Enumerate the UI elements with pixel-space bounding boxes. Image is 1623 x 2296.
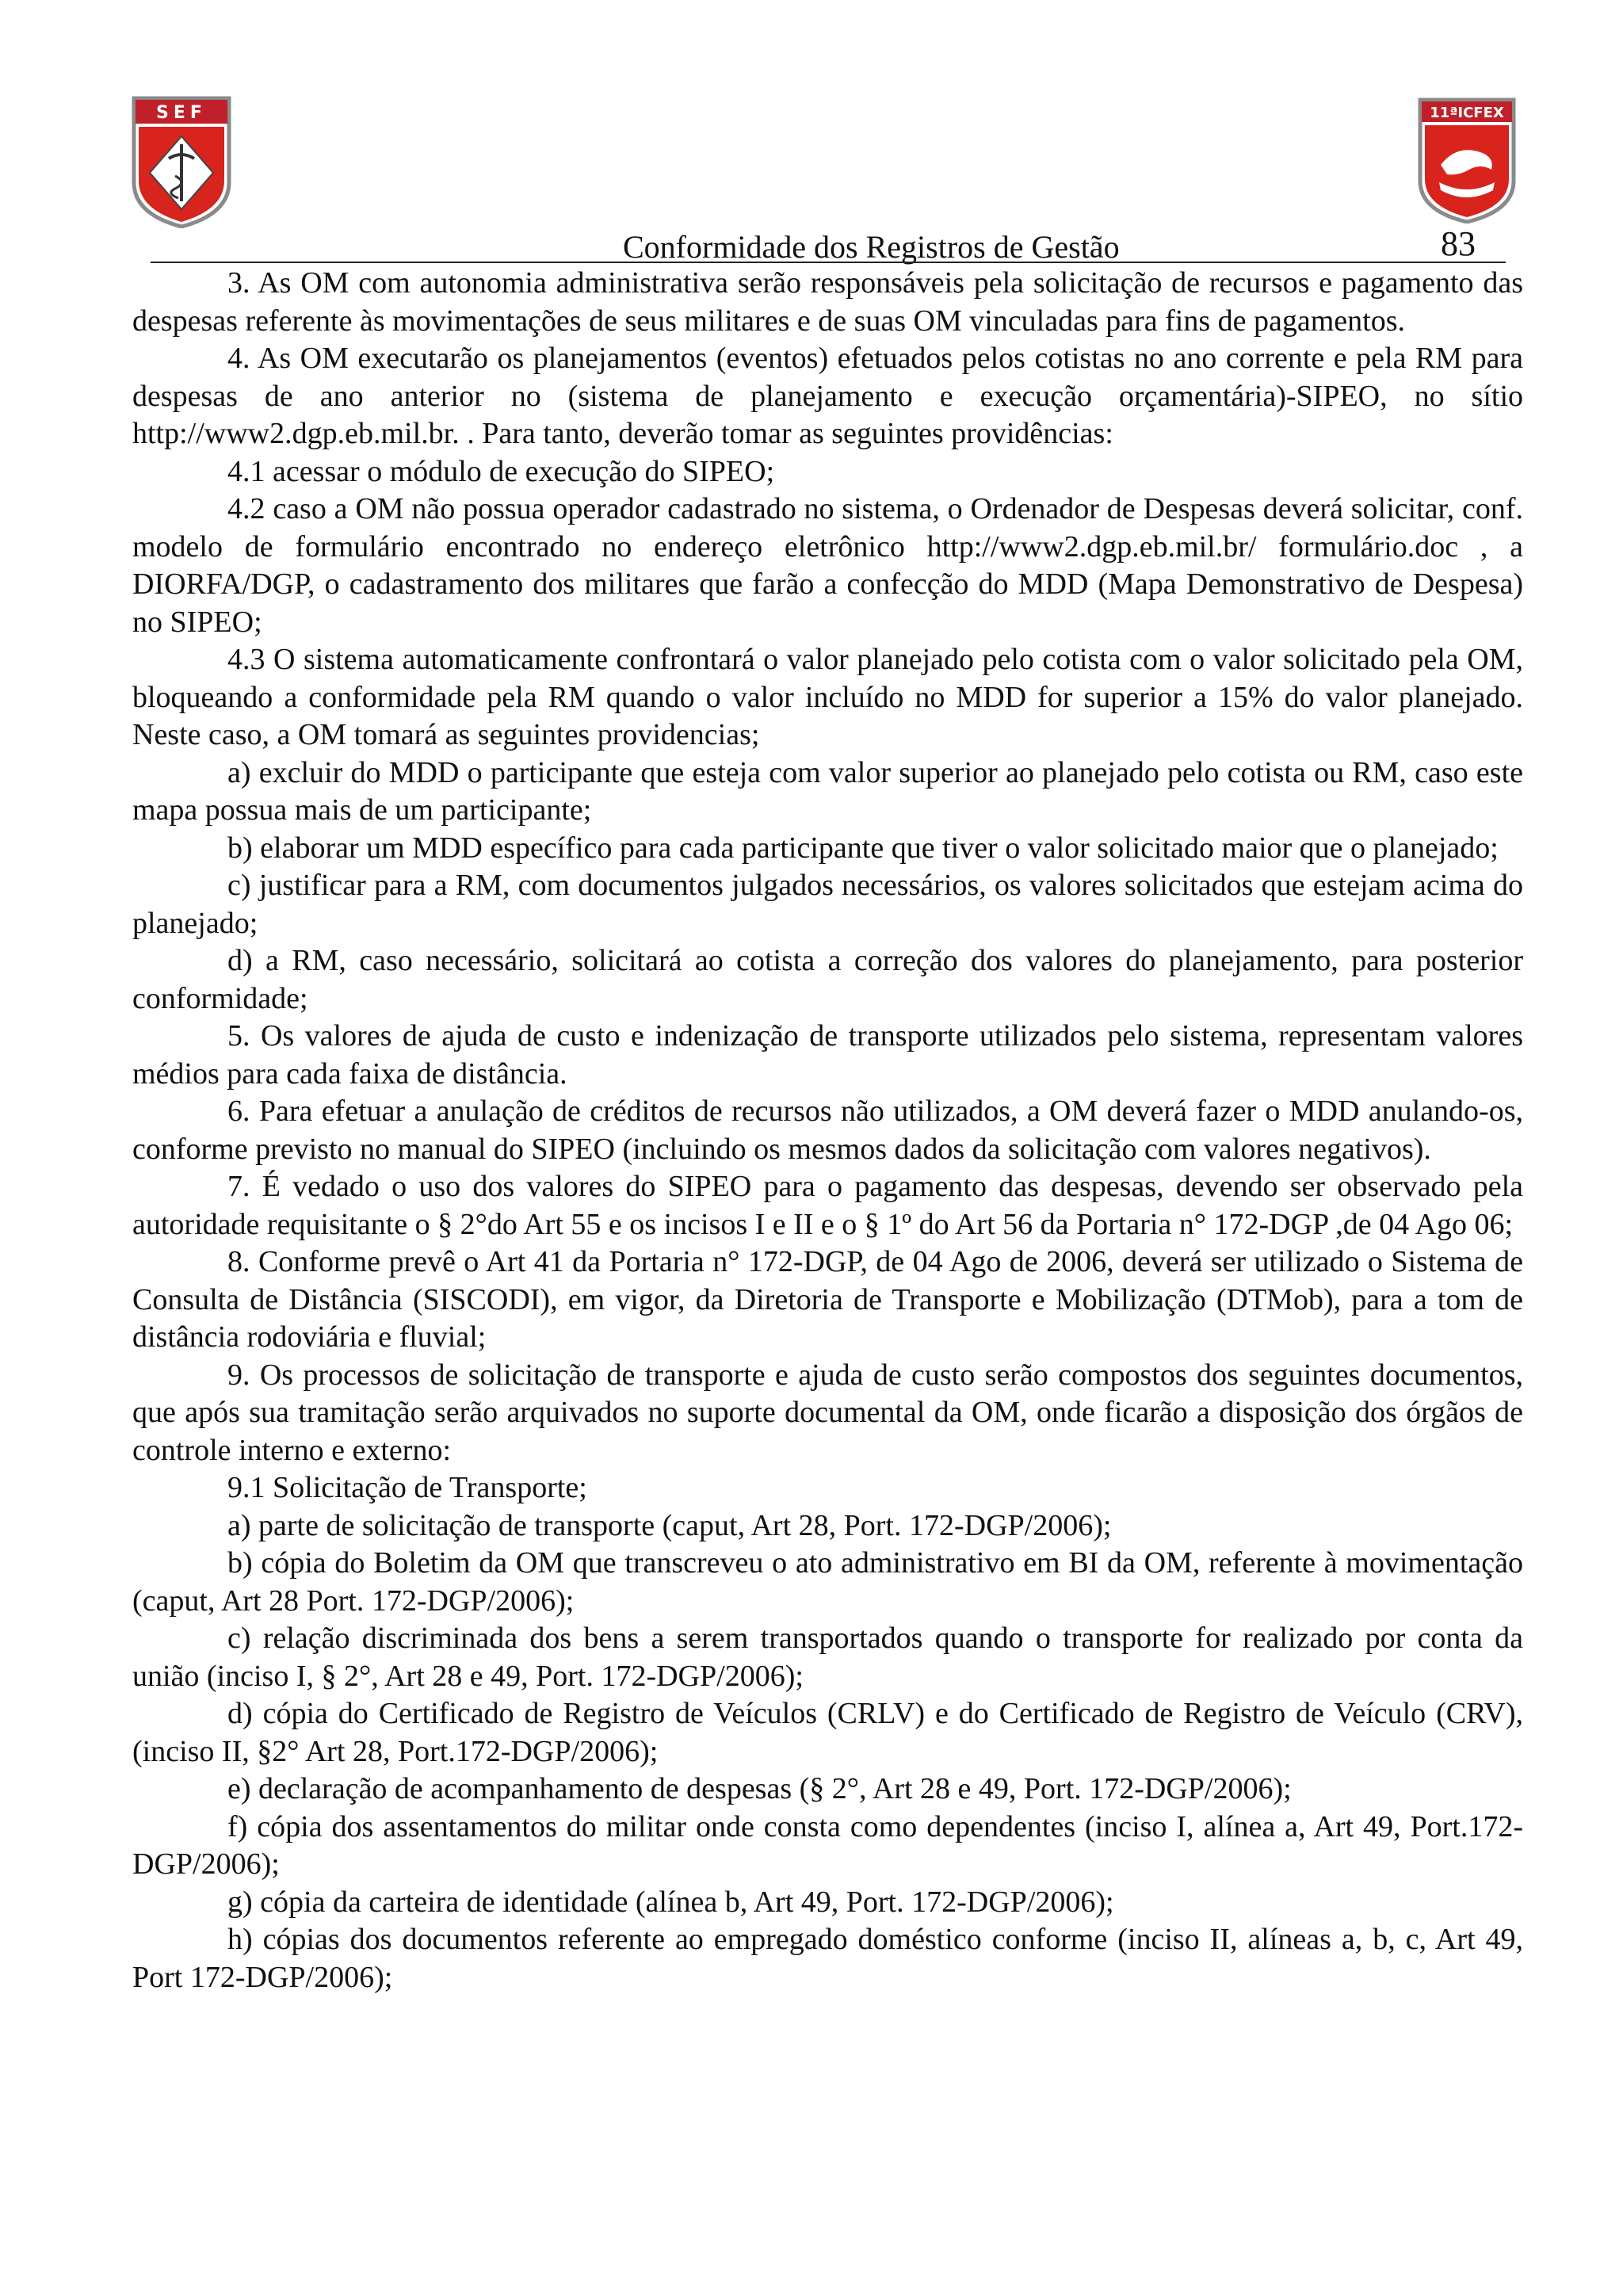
paragraph-9-1-b: b) cópia do Boletim da OM que transcreveu o ato administrativo em BI da OM, referente à movimentação (caput, Art 28 Port. 172-DGP/2006); [132, 1546, 1523, 1618]
page-header-title: Conformidade dos Registros de Gestão [623, 229, 1120, 265]
paragraph-4: 4. As OM executarão os planejamentos (eventos) efetuados pelos cotistas no ano corrente e pela RM para despesas de ano anterior no (sistema de planejamento e execução orçamentária)-SIPEO, no sítio http://www2.dgp.eb.mil.br. . Para tanto, deverão tomar as seguintes providências: [132, 342, 1523, 450]
paragraph-5: 5. Os valores de ajuda de custo e indenização de transporte utilizados pelo sistema, representam valores médios para cada faixa de distância. [132, 1019, 1523, 1091]
paragraph-9-1-f: f) cópia dos assentamentos do militar onde consta como dependentes (inciso I, alínea a, Art 49, Port.172-DGP/2006); [132, 1809, 1523, 1881]
paragraph-7: 7. É vedado o uso dos valores do SIPEO para o pagamento das despesas, devendo ser observado pela autoridade requisitante o § 2°do Art 55 e os incisos I e II e o § 1º do Art 56 da Portaria n° 172-DGP ,de 04 Ago 06; [132, 1170, 1523, 1241]
paragraph-4-3-c: c) justificar para a RM, com documentos julgados necessários, os valores solicitados que estejam acima do planejado; [132, 869, 1523, 940]
header-divider [151, 262, 1506, 263]
paragraph-9: 9. Os processos de solicitação de transporte e ajuda de custo serão compostos dos seguintes documentos, que após sua tramitação serão arquivados no suporte documental da OM, onde ficarão a disposição dos órgãos de controle interno e externo: [132, 1358, 1523, 1467]
sef-emblem-label: SEF [156, 103, 207, 123]
icfex-emblem-label: 11ªICFEX [1430, 105, 1504, 121]
paragraph-4-3-b: b) elaborar um MDD específico para cada participante que tiver o valor solicitado maior que o planejado; [227, 831, 1499, 865]
paragraph-4-3-a: a) excluir do MDD o participante que esteja com valor superior ao planejado pelo cotista ou RM, caso este mapa possua mais de um participante; [132, 755, 1523, 827]
paragraph-8: 8. Conforme prevê o Art 41 da Portaria n° 172-DGP, de 04 Ago de 2006, deverá ser utilizado o Sistema de Consulta de Distância (SISCODI), em vigor, da Diretoria de Transporte e Mobilização (DTMob), para a tom de distância rodoviária e fluvial; [132, 1245, 1523, 1354]
paragraph-4-2: 4.2 caso a OM não possua operador cadastrado no sistema, o Ordenador de Despesas deverá solicitar, conf. modelo de formulário encontrado no endereço eletrônico http://www2.dgp.eb.mil.br/ formulário.doc , a DIORFA/DGP, o cadastramento dos militares que farão a confecção do MDD (Mapa Demonstrativo de Despesa) no SIPEO; [132, 492, 1523, 639]
paragraph-6: 6. Para efetuar a anulação de créditos de recursos não utilizados, a OM deverá fazer o MDD anulando-os, conforme previsto no manual do SIPEO (incluindo os mesmos dados da solicitação com valores negativos). [132, 1095, 1523, 1166]
paragraph-9-1-g: g) cópia da carteira de identidade (alínea b, Art 49, Port. 172-DGP/2006); [227, 1885, 1114, 1919]
paragraph-4-3-d: d) a RM, caso necessário, solicitará ao cotista a correção dos valores do planejamento, para posterior conformidade; [132, 944, 1523, 1015]
page-number: 83 [1441, 224, 1476, 263]
paragraph-9-1-a: a) parte de solicitação de transporte (caput, Art 28, Port. 172-DGP/2006); [227, 1508, 1112, 1542]
sef-emblem [131, 95, 232, 228]
paragraph-9-1-d: d) cópia do Certificado de Registro de Veículos (CRLV) e do Certificado de Registro de Veículo (CRV), (inciso II, §2° Art 28, Port.172-DGP/2006); [132, 1697, 1523, 1768]
paragraph-4-1: 4.1 acessar o módulo de execução do SIPEO; [227, 454, 775, 488]
paragraph-9-1-h: h) cópias dos documentos referente ao empregado doméstico conforme (inciso II, alíneas a, b, c, Art 49, Port 172-DGP/2006); [132, 1923, 1523, 1994]
paragraph-4-3: 4.3 O sistema automaticamente confrontará o valor planejado pelo cotista com o valor solicitado pela OM, bloqueando a conformidade pela RM quando o valor incluído no MDD for superior a 15% do valor planejado. Neste caso, a OM tomará as seguintes providencias; [132, 643, 1523, 751]
paragraph-9-1-e: e) declaração de acompanhamento de despesas (§ 2°, Art 28 e 49, Port. 172-DGP/2006); [227, 1772, 1292, 1805]
icfex-emblem [1417, 97, 1517, 223]
paragraph-9-1: 9.1 Solicitação de Transporte; [227, 1471, 587, 1504]
document-body [132, 265, 1523, 1996]
paragraph-3: 3. As OM com autonomia administrativa serão responsáveis pela solicitação de recursos e pagamento das despesas referente às movimentações de seus militares e de suas OM vinculadas para fins de pagamentos. [132, 266, 1523, 338]
paragraph-9-1-c: c) relação discriminada dos bens a serem transportados quando o transporte for realizado por conta da união (inciso I, § 2°, Art 28 e 49, Port. 172-DGP/2006); [132, 1622, 1523, 1693]
